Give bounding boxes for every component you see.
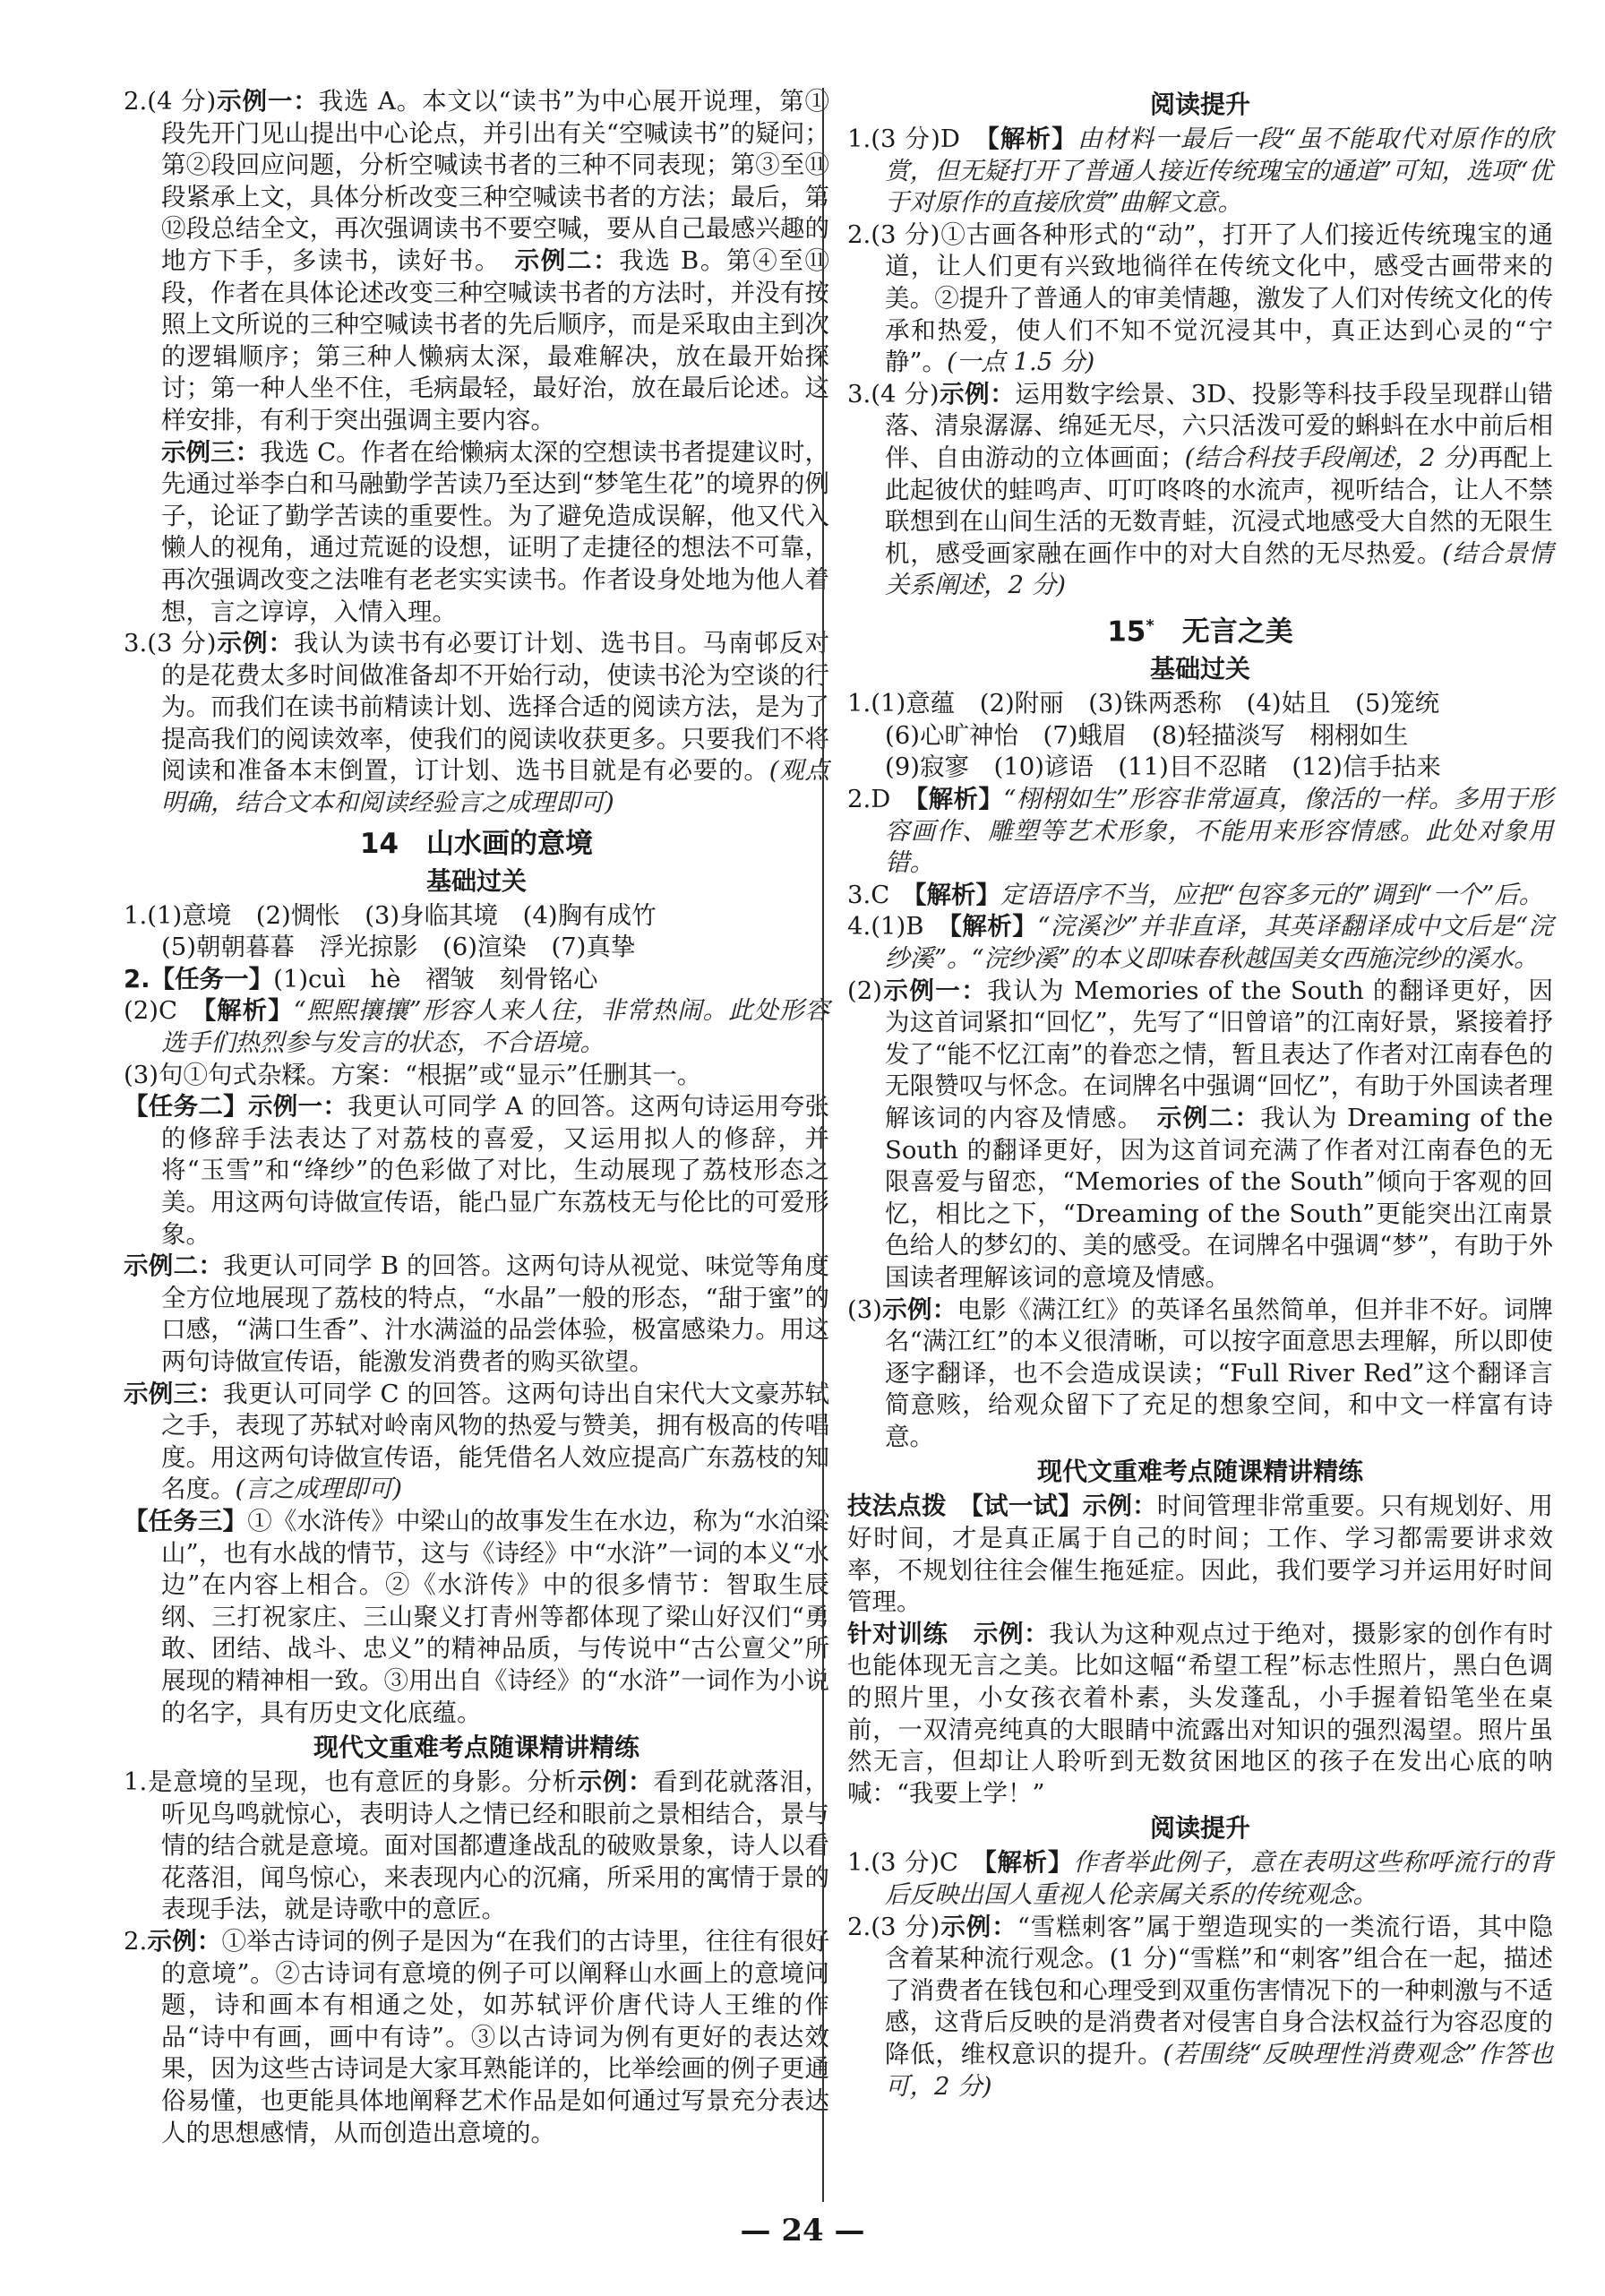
score-note: (结合景情关系阐述，2 分) [885,538,1554,600]
reading-section-title: 阅读提升 [1149,90,1250,119]
lesson-15-title [847,607,1553,650]
q4-part2 [847,976,1554,1294]
example-tag: 示例： [216,629,295,658]
analysis-tag: 【解析】 [983,1848,1074,1878]
answer-text: 我认为 Memories of the South 的翻译更好，因为这首词紧扣“回忆”，先写了“旧曾谙”的江南好景，紧接着抒发了“能不忆江南”的眷恋之情，暂且表达了作者对江南春色的无限赞叹与怀念。在词牌名中强调“回忆”，有助于外国读者理解该词的内容及情感。 [885,976,1553,1132]
analysis-text: “栩栩如生”形容非常逼真，像活的一样。多用于形容画作、雕塑等艺术形象，不能用来形容情感。此处对象用错。 [885,785,1553,878]
basic15-q2 [847,784,1553,880]
answer-text: ①古画各种形式的“动”，打开了人们接近传统瑰宝的通道，让人们更有兴致地徜徉在传统文化中，感受古画带来的美。②提升了普通人的审美情趣，激发了人们对传统文化的传承和热爱，使人们不知不觉沉浸其中，真正达到心灵的“宁静”。 [885,219,1553,377]
analysis-tag: 【解析】 [203,996,294,1026]
answer-text: “雪糕刺客”属于塑造现实的一类流行语，其中隐含着某种流行观念。(1 分)“雪糕”和“刺客”组合在一起，描述了消费者在钱包和心理受到双重伤害情况下的一种刺激与不适感，这背后反映的是消费者对侵害自身合法权益行为容忍度的降低，维权意识的提升。 [885,1912,1553,2068]
reading2-q1 [847,1847,1553,1911]
answer-text: 我更认可同学 B 的回答。这两句诗从视觉、味觉等角度全方位地展现了荔枝的特点，“水晶”一般的形态，“甜于蜜”的口感，“满口生香”、汁水满溢的品尝体验，极富感染力。用这两句诗做宣传语，能激发消费者的购买欲望。 [161,1251,829,1376]
basic-section-title: 基础过关 [425,865,527,896]
task1-part2 [124,995,829,1059]
right-column [847,86,1553,2103]
task2-ex3 [124,1379,829,1506]
score-note: (结合科技手段阐述，2 分) [1184,443,1479,472]
q-label: 1. [124,900,148,930]
basic15-q1 [847,688,1553,784]
answer-part: (4)胸有成竹 [522,900,657,930]
answer-text: 我更认可同学 C 的回答。这两句诗出自宋代大文豪苏轼之手，表现了苏轼对岭南风物的热爱与赞美，拥有极高的传唱度。用这两句诗做宣传语，能凭借名人效应提高广东荔枝的知名度。 [161,1379,829,1504]
example-tag: 示例： [973,1619,1050,1648]
try-tag: 【试一试】 [971,1492,1083,1521]
q-label: 3.C [847,880,914,909]
analysis-text: “熙熙攘攘”形容人来人往，非常热闹。此处形容选手们热烈参与发言的状态，不合语境。 [161,996,829,1058]
q-label: 2.(3 分) [847,1912,940,1941]
analysis-text: 作者举此例子，意在表明这些称呼流行的背后反映出国人重视人伦亲属关系的传统观念。 [885,1848,1554,1910]
analysis-tag: 【解析】 [914,880,1001,909]
example-tag: 示例： [881,1294,957,1324]
answer-part: (4)姑且 [1246,689,1331,718]
answer-part: 栩栩如生 [1309,720,1409,750]
reading-q1 [847,124,1553,219]
example-tag: 示例一： [247,1092,348,1122]
answer-part: (5)朝朝暮暮 [161,933,295,962]
q-label: 1.(3 分)C [847,1848,984,1878]
basic15-q4 [847,911,1553,1453]
example-tag: 示例一： [881,976,988,1005]
answer-text: 我认为 Dreaming of the South 的翻译更好，因为这首词充满了作者对江南春色的无限喜爱与留恋，“Memories of the South”倾向于客观的回忆，相比之下，“Dreaming of the South”更能突出江南景色给人的梦幻的、美的感受。在词牌名中强调“梦”，有助于外国读者理解该词的意境及情感。 [885,1103,1554,1292]
reading2-section-title: 阅读提升 [1149,1813,1250,1844]
lesson-star: * [1146,615,1154,635]
score-note: (若围绕“反映理性消费观念”作答也可，2 分) [885,2039,1553,2101]
example-tag: 示例二： [124,1251,224,1281]
analysis-text: 定语语序不当，应把“包容多元的”调到“一个”后。 [1000,880,1544,909]
example-tag: 示例： [940,1912,1017,1941]
example-tag: 示例三： [124,1379,223,1408]
answer-part: (8)轻描淡写 [1151,720,1285,750]
example-tag: 示例二： [514,245,620,275]
score-note: (一点 1.5 分) [947,348,1095,377]
example-tag: 示例： [939,379,1016,408]
answer-part: (3)身临其境 [365,900,499,930]
answer-part: (12)信手拈来 [1292,752,1441,782]
answer-text: 我选 A。本文以“读书”为中心展开说理，第①段先开门见山提出中心论点，并引出有关“空喊读书”的疑问；第②段回应问题，分析空喊读书者的三种不同表现；第③至⑪段紧承上文，具体分析改变三种空喊读书者的方法；最后，第⑫段总结全文，再次强调读书不要空喊，要从自己最感兴趣的地方下手，多读书，读好书。 [161,87,830,275]
example-tag: 示例二： [1156,1103,1261,1132]
skill-tag: 技法点拨 [847,1492,947,1521]
q-label: 3.(3 分) [124,629,217,658]
q4-part3 [847,1294,1553,1454]
answer-part: (9)寂寥 [885,752,969,782]
page-number: — 24 — [740,2213,865,2249]
basic-q1 [124,900,829,964]
answer-part: (5)笼统 [1355,689,1440,718]
answer-part: (2)惆怅 [255,900,340,930]
analysis-tag: 【解析】 [915,785,1004,814]
q-label: 4.(1)B [847,912,949,942]
analysis-tag: 【解析】 [948,912,1038,942]
score-note: (观点明确，结合文本和阅读经验言之成理即可) [161,756,830,818]
basic-section-title: 基础过关 [1149,654,1250,684]
answer-part: (1)意境 [147,900,232,930]
answer-text: 我认为读书有必要订计划、选书目。马南邨反对的是花费太多时间做准备却不开始行动，使读书沦为空谈的行为。而我们在读书前精读计划、选择合适的阅读方法，是为了提高我们的阅读效率，使我们的阅读收获更多。只要我们不将阅读和准备本末倒置，订计划、选书目就是有必要的。 [161,629,830,786]
answer-text: (1)cuì hè 褶皱 刻骨铭心 [273,964,598,993]
training-tag: 针对训练 [847,1619,948,1648]
task-tag: 【任务三】 [124,1506,248,1535]
example-tag: 示例一： [216,87,319,116]
skill-block [847,1491,1553,1618]
answer-part: (7)蛾眉 [1043,720,1128,750]
answer-part: (11)目不忍睹 [1118,752,1267,782]
answer-text: ①《水浒传》中梁山的故事发生在水边，称为“水泊梁山”，也有水战的情节，这与《诗经》中“水浒”一词的本义“水边”在内容上相合。②《水浒传》中的很多情节：智取生辰纲、三打祝家庄、三山聚义打青州等都体现了梁山好汉们“勇敢、团结、战斗、忠义”的精神品质，与传说中“古公亶父”所展现的精神相一致。③用出自《诗经》的“水浒”一词作为小说的名字，具有历史文化底蕴。 [161,1506,829,1727]
q-label: 2. [124,1927,148,1956]
answer-q2 [124,86,829,628]
basic-q2 [124,964,829,1729]
answer-text: 看到花就落泪，听见鸟鸣就惊心，表明诗人之情已经和眼前之景相结合，景与情的结合就是意境。面对国都遭逢战乱的破败景象，诗人以看花落泪，闻鸟惊心，来表现内心的沉痛，所采用的寓情于景的表现手法，就是诗歌中的意匠。 [161,1767,830,1924]
left-column [124,86,829,2149]
task2-ex2 [124,1251,829,1378]
answer-q3 [124,628,829,820]
task-tag: 2.【任务一】 [124,964,274,993]
modern-section-title: 现代文重难考点随课精讲精练 [1036,1457,1363,1487]
example-tag: 示例三： [161,437,261,467]
answer-text: 我更认可同学 A 的回答。这两句诗运用夸张的修辞手法表达了对荔枝的喜爱，又运用拟人的修辞，并将“玉雪”和“绛纱”的色彩做了对比，生动展现了荔枝形态之美。用这两句诗做宣传语，能凸显广东荔枝无与伦比的可爱形象。 [161,1092,830,1249]
modern-q1 [124,1767,829,1926]
task1-part3 [124,1060,829,1092]
analysis-tag: 【解析】 [986,125,1077,153]
answer-text: 是意境的呈现，也有意匠的身影。分析 [147,1767,578,1797]
answer-part: (6)渲染 [442,933,527,962]
answer-text: 我认为这种观点过于绝对，摄影家的创作有时也能体现无言之美。比如这幅“希望工程”标志性照片，黑白色调的照片里，小女孩衣着朴素，头发蓬乱，小手握着铅笔坐在桌前，一双清亮纯真的大眼睛中流露出对知识的强烈渴望。照片虽然无言，但却让人聆听到无数贫困地区的孩子在发出心底的呐喊：“我要上学！” [847,1619,1554,1808]
basic15-q3 [847,880,1553,912]
q-label: 1. [847,689,871,718]
training-block [847,1619,1553,1810]
answer-text: 电影《满江红》的英译名虽然简单，但并非不好。词牌名“满江红”的本义很清晰，可以按字面意思去理解，所以即使逐字翻译，也不会造成误读；“Full River Red”这个翻译言简意赅，给观众留下了充足的想象空间，和中文一样富有诗意。 [885,1294,1553,1451]
q-label: 2.D [847,785,916,814]
task2 [124,1091,830,1251]
modern-section-title: 现代文重难考点随课精讲精练 [313,1733,639,1763]
answer-text: 运用数字绘景、3D、投影等科技手段呈现群山错落、清泉潺潺、绵延无尽，六只活泼可爱的蝌蚪在水中前后相伴、自由游动的立体画面； [885,379,1554,472]
answer-text: (3)句①句式杂糅。方案：“根据”或“显示”任删其一。 [124,1060,702,1089]
analysis-text: 由材料一最后一段“虽不能取代对原作的欣赏，但无疑打开了普通人接近传统瑰宝的通道”可知，选项“优于对原作的直接欣赏”曲解文意。 [885,125,1554,218]
task3 [124,1506,829,1729]
reading-q2 [847,219,1553,379]
answer-part: 浮光掠影 [319,933,418,962]
answer-part: (3)铢两悉称 [1088,689,1223,718]
answer-part: (6)心旷神怡 [885,720,1018,750]
score-note: (言之成理即可) [235,1475,402,1504]
lesson-name: 无言之美 [1181,615,1293,649]
modern-q2 [124,1926,829,2149]
q-label: 1.(3 分)D [847,125,987,153]
example-tag: 示例： [577,1767,654,1797]
reading2-q2 [847,1912,1553,2103]
q-label: 2.(3 分) [847,219,940,249]
answer-part: (1)意蕴 [871,689,956,718]
answer-text: ①举古诗词的例子是因为“在我们的古诗里，往往有很好的意境”。②古诗词有意境的例子可以阐释山水画上的意境问题，诗和画本有相通之处，如苏轼评价唐代诗人王维的作品“诗中有画，画中有诗”。③以古诗词为例有更好的表达效果，因为这些古诗词是大家耳熟能详的，比举绘画的例子更通俗易懂，也更能具体地阐释艺术作品是如何通过写景充分表达人的思想感情，从而创造出意境的。 [161,1927,830,2147]
analysis-text: “浣溪沙”并非直译，其英译翻译成中文后是“浣纱溪”。“浣纱溪”的本义即味春秋越国美女西施浣纱的溪水。 [885,912,1553,973]
answer-text: 我选 B。第④至⑪段，作者在具体论述改变三种空喊读书者的方法时，并没有按照上文所说的三种空喊读书者的先后顺序，而是采取由主到次的逻辑顺序；第三种人懒病太深，最难解决，放在最开始探讨；第一种人坐不住，毛病最轻，最好治，放在最后论述。这样安排，有利于突出强调主要内容。 [161,245,830,434]
answer-text: 再配上此起彼伏的蛙鸣声、叮叮咚咚的水流声，视听结合，让人不禁联想到在山间生活的无数青蛙，沉浸式地感受大自然的无限生机，感受画家融在画作中的对大自然的无尽热爱。 [885,443,1554,568]
answer-part: (2)附丽 [979,689,1064,718]
q-label: (2) [847,976,882,1005]
answer-text: 时间管理非常重要。只有规划好、用好时间，才是真正属于自己的时间；工作、学习都需要讲求效率，不规划往往会催生拖延症。因此，我们要学习并运用好时间管理。 [847,1492,1554,1617]
answer-part: (7)真挚 [551,933,636,962]
lesson-number: 15 [1107,615,1146,649]
answer-text: 我选 C。作者在给懒病太深的空想读书者提建议时，先通过举李白和马融勤学苦读乃至达到“梦笔生花”的境界的例子，论证了勤学苦读的重要性。为了避免造成误解，他又代入懒人的视角，通过荒诞的设想，证明了走捷径的想法不可靠，再次强调改变之法唯有老老实实读书。作者设身处地为他人着想，言之谆谆，入情入理。 [161,437,830,626]
q-label: (3) [847,1294,882,1324]
reading-q3 [847,379,1553,602]
example-tag: 示例： [147,1927,222,1956]
answer-text: (2)C [124,996,204,1026]
answer-part: (10)谚语 [993,752,1094,782]
q-label: 2.(4 分) [124,87,217,116]
column-divider [822,88,824,2202]
q-label: 3.(4 分) [847,379,940,408]
task-tag: 【任务二】 [124,1092,248,1122]
example-tag: 示例： [1082,1492,1157,1521]
lesson-14-title: 14 山水画的意境 [359,827,594,860]
q-label: 1. [124,1767,148,1797]
